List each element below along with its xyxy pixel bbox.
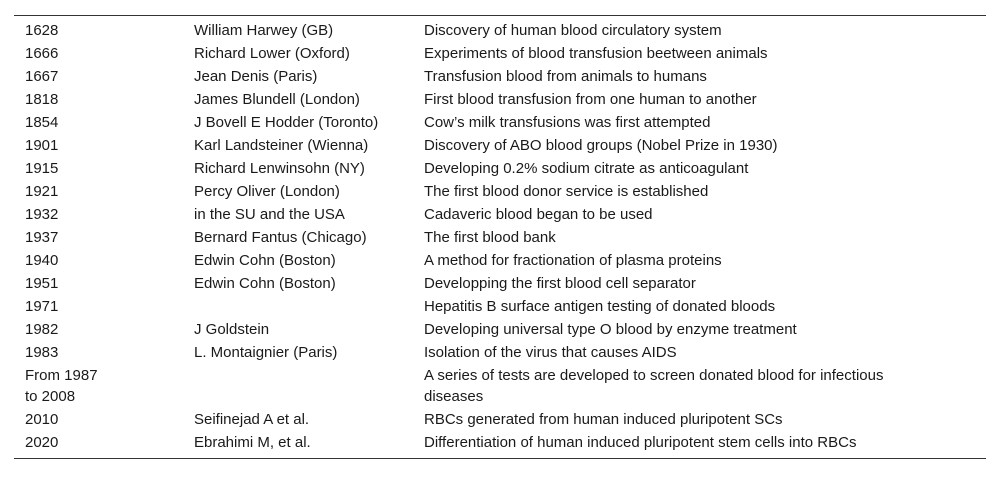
year-cell: 1932 xyxy=(25,206,59,223)
year-cell: From 1987 to 2008 xyxy=(25,367,98,405)
event-cell: Developping the first blood cell separator xyxy=(424,275,696,292)
year-cell: 1901 xyxy=(25,137,59,154)
year-cell: 1666 xyxy=(25,45,59,62)
event-cell: Transfusion blood from animals to humans xyxy=(424,68,707,85)
person-cell: William Harwey (GB) xyxy=(194,22,334,39)
table-row xyxy=(14,89,986,112)
table-row xyxy=(14,135,986,158)
table-row xyxy=(14,43,986,66)
event-cell: Discovery of ABO blood groups (Nobel Prize in 1930) xyxy=(424,137,778,154)
event-cell: Experiments of blood transfusion beetween animals xyxy=(424,45,768,62)
person-cell: in the SU and the USA xyxy=(194,206,345,223)
year-cell: 2020 xyxy=(25,434,59,451)
year-cell: 2010 xyxy=(25,411,59,428)
table-row xyxy=(14,227,986,250)
event-cell: Developing 0.2% sodium citrate as anticoagulant xyxy=(424,160,749,177)
table-row xyxy=(14,16,986,44)
event-cell: A series of tests are developed to screen donated blood for infectious diseases xyxy=(424,367,884,405)
year-cell: 1818 xyxy=(25,91,59,108)
person-cell: L. Montaignier (Paris) xyxy=(194,344,338,361)
table-row xyxy=(14,432,986,459)
person-cell: Seifinejad A et al. xyxy=(194,411,310,428)
person-cell: Ebrahimi M, et al. xyxy=(194,434,311,451)
history-table-container xyxy=(14,0,986,459)
event-cell: Cadaveric blood began to be used xyxy=(424,206,653,223)
year-cell: 1951 xyxy=(25,275,59,292)
event-cell: Isolation of the virus that causes AIDS xyxy=(424,344,677,361)
person-cell: Jean Denis (Paris) xyxy=(194,68,318,85)
event-cell: Cow’s milk transfusions was first attempted xyxy=(424,114,711,131)
year-cell: 1915 xyxy=(25,160,59,177)
person-cell: J Goldstein xyxy=(194,321,270,338)
event-cell: Discovery of human blood circulatory system xyxy=(424,22,722,39)
table-row xyxy=(14,365,986,409)
person-cell xyxy=(194,365,424,409)
event-cell: A method for fractionation of plasma proteins xyxy=(424,252,722,269)
person-cell xyxy=(194,296,424,319)
table-row xyxy=(14,273,986,296)
table-row xyxy=(14,296,986,319)
table-row xyxy=(14,204,986,227)
table-row xyxy=(14,112,986,135)
event-cell: The first blood bank xyxy=(424,229,556,246)
event-cell: Hepatitis B surface antigen testing of donated bloods xyxy=(424,298,776,315)
person-cell: Bernard Fantus (Chicago) xyxy=(194,229,367,246)
person-cell: Edwin Cohn (Boston) xyxy=(194,252,336,269)
table-row xyxy=(14,181,986,204)
person-cell: Karl Landsteiner (Wienna) xyxy=(194,137,369,154)
year-cell: 1971 xyxy=(25,298,59,315)
table-row xyxy=(14,250,986,273)
event-cell: RBCs generated from human induced pluripotent SCs xyxy=(424,411,783,428)
table-row xyxy=(14,409,986,432)
year-cell: 1854 xyxy=(25,114,59,131)
table-row xyxy=(14,158,986,181)
person-cell: Richard Lenwinsohn (NY) xyxy=(194,160,365,177)
year-cell: 1667 xyxy=(25,68,59,85)
person-cell: Percy Oliver (London) xyxy=(194,183,340,200)
table-row xyxy=(14,319,986,342)
person-cell: Richard Lower (Oxford) xyxy=(194,45,350,62)
person-cell: J Bovell E Hodder (Toronto) xyxy=(194,114,379,131)
year-cell: 1940 xyxy=(25,252,59,269)
event-cell: Differentiation of human induced pluripotent stem cells into RBCs xyxy=(424,434,857,451)
table-row xyxy=(14,66,986,89)
blood-transfusion-history-table xyxy=(14,15,986,459)
table-row xyxy=(14,342,986,365)
year-cell: 1921 xyxy=(25,183,59,200)
event-cell: First blood transfusion from one human to another xyxy=(424,91,757,108)
event-cell: Developing universal type O blood by enzyme treatment xyxy=(424,321,797,338)
event-cell: The first blood donor service is established xyxy=(424,183,709,200)
year-cell: 1983 xyxy=(25,344,59,361)
year-cell: 1628 xyxy=(25,22,59,39)
year-cell: 1982 xyxy=(25,321,59,338)
year-cell: 1937 xyxy=(25,229,59,246)
person-cell: Edwin Cohn (Boston) xyxy=(194,275,336,292)
person-cell: James Blundell (London) xyxy=(194,91,360,108)
